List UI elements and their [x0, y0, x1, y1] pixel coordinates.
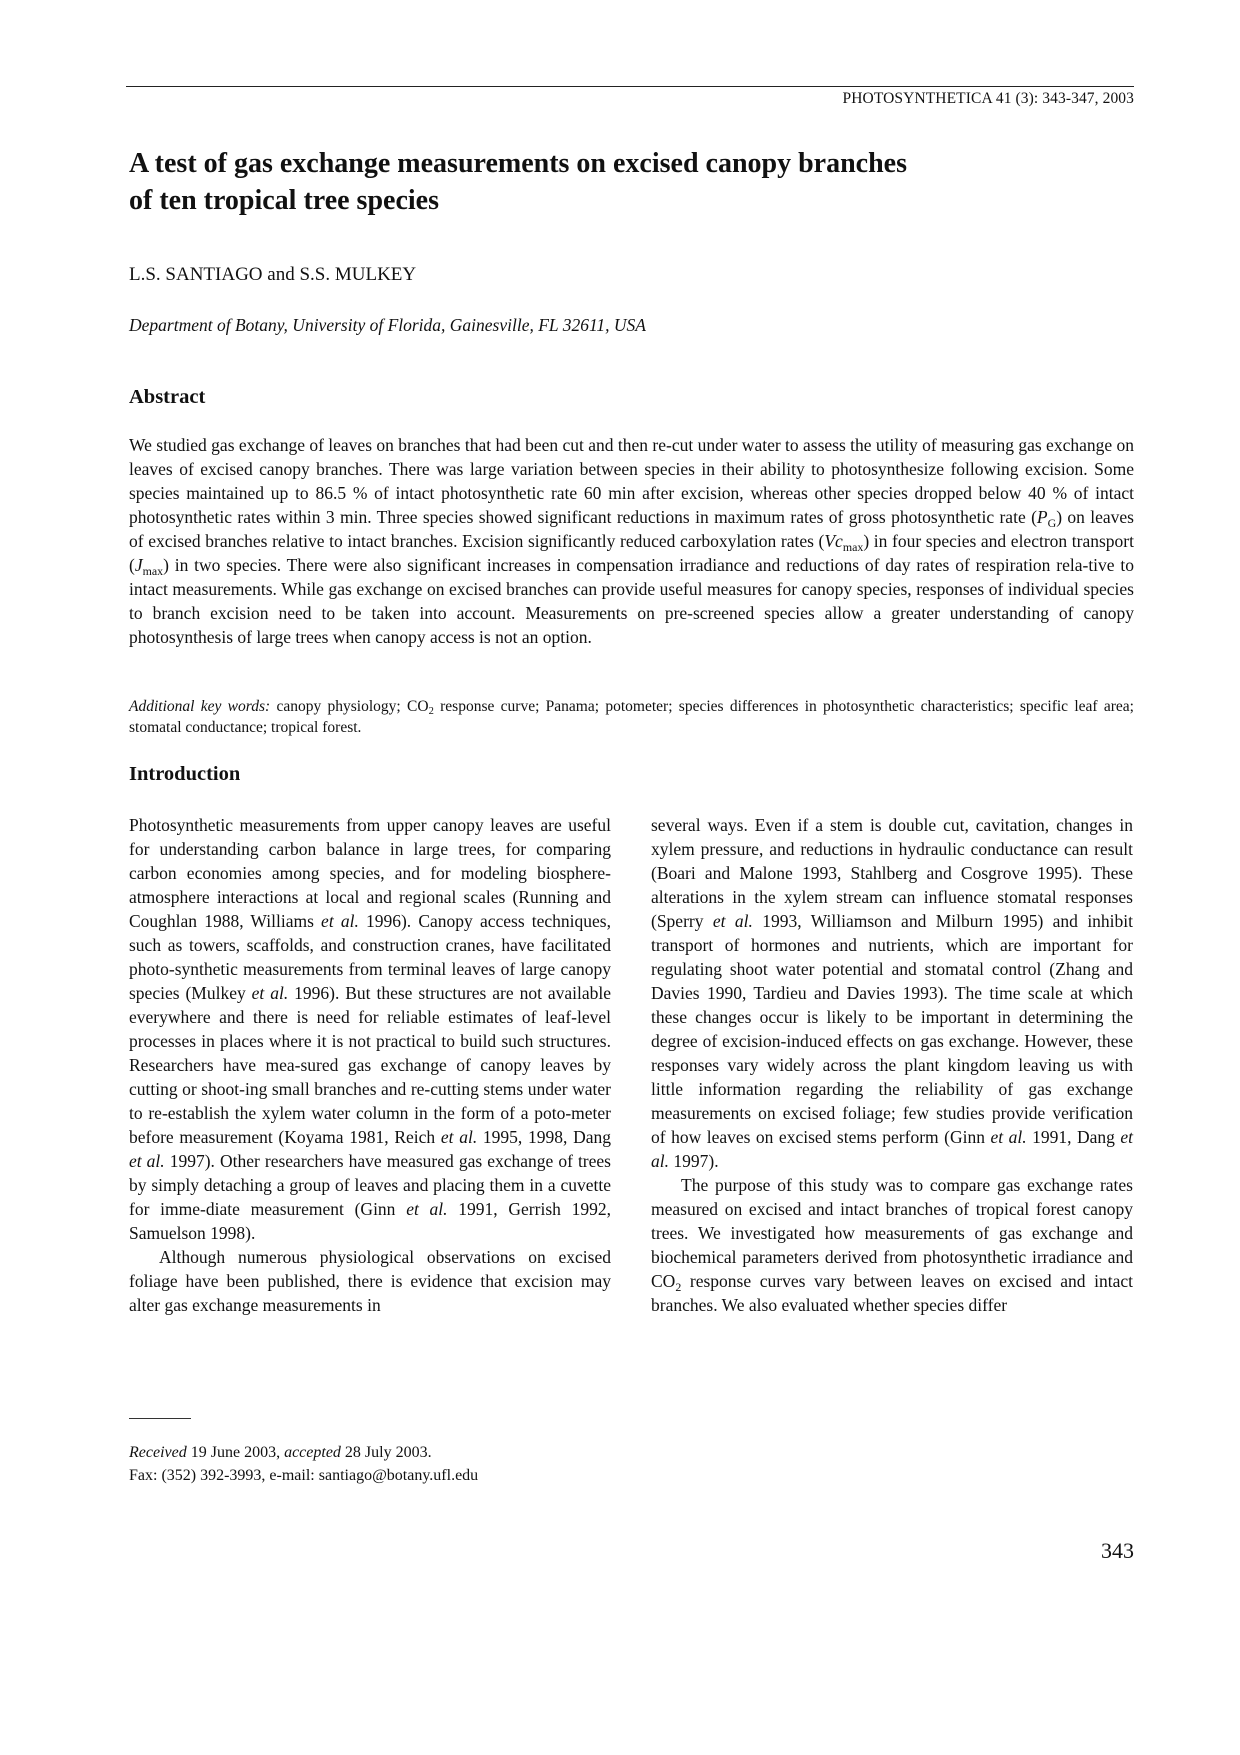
header-rule — [126, 86, 1134, 87]
et-al: et al. — [440, 1127, 478, 1147]
intro-paragraph-2-continued — [651, 813, 1133, 1173]
contact-line: Fax: (352) 392-3993, e-mail: santiago@botany.ufl.edu — [129, 1467, 479, 1484]
paragraph-text: several ways. Even if a stem is double cut, cavitation, changes in xylem pressure, and reductions in hydraulic conductance can result (Boari and Malone 1993, Stahlberg and Cosgrove 1995). These alterations in the xylem stream can influence stomatal responses (Sperry — [651, 815, 1133, 931]
accepted-date: 28 July 2003. — [340, 1444, 432, 1461]
et-al: et al. — [990, 1127, 1027, 1147]
paragraph-text: 1995, 1998, Dang — [477, 1127, 611, 1147]
paragraph-text: 1997). — [669, 1151, 719, 1171]
paragraph-text: 1996). But these structures are not available everywhere and there is need for reliable estimates of leaf-level processes in places where it is not practical to build such structures. Researchers have mea-sured gas exchange of canopy leaves by cutting or shoot-ing small branches and re-cutting stems under water to re-establish the xylem water column in the form of a poto-meter before measurement (Koyama 1981, Reich — [129, 983, 612, 1147]
symbol-vcmax-subscript: max — [842, 539, 864, 554]
footnote-rule — [129, 1418, 191, 1419]
abstract-text-part: ) in four species and electron transport ( — [129, 531, 1134, 575]
paragraph-text: 1996). Canopy access techniques, such as towers, scaffolds, and construction cranes, have facilitated photo-synthetic measurements from terminal leaves of large canopy species (Mulkey — [129, 911, 611, 1003]
received-date: 19 June 2003, — [186, 1444, 285, 1461]
affiliation: Department of Botany, University of Florida, Gainesville, FL 32611, USA — [129, 315, 647, 335]
paragraph-text: 1991, Dang — [1026, 1127, 1121, 1147]
footnotes — [129, 1441, 478, 1487]
et-al: et al. — [129, 1151, 165, 1171]
right-column — [651, 813, 1133, 1317]
article-title — [129, 145, 1029, 219]
received-label: Received — [129, 1444, 187, 1461]
paragraph-text: response curves vary between leaves on excised and intact branches. We also evaluated whether species differ — [651, 1271, 1133, 1315]
received-line — [129, 1441, 478, 1464]
abstract-text-part: ) on leaves of excised branches relative to intact branches. Excision significantly reduced carboxylation rates ( — [129, 507, 1134, 551]
paragraph-text: Photosynthetic measurements from upper canopy leaves are useful for understanding carbon balance in large trees, for comparing carbon economies among species, and for modeling biosphere-atmosphere interactions at local and regional scales (Running and Coughlan 1988, Williams — [129, 815, 611, 931]
paragraph-text: 1993, Williamson and Milburn 1995) and inhibit transport of hormones and nutrients, which are important for regulating shoot water potential and stomatal control (Zhang and Davies 1990, Tardieu and Davies 1993). The time scale at which these changes occur is likely to be important in determining the degree of excision-induced effects on gas exchange. However, these responses vary widely across the plant kingdom leaving us with little information regarding the reliability of gas exchange measurements on excised foliage; few studies provide verification of how leaves on excised stems perform (Ginn — [651, 911, 1134, 1147]
et-al: et al. — [406, 1199, 448, 1219]
title-line-2: of ten tropical tree species — [129, 185, 439, 216]
key-words-text: response curve; Panama; potometer; species differences in photosynthetic characteristics; specific leaf area; stomatal conductance; tropical forest. — [129, 698, 1134, 736]
et-al: et al. — [651, 1127, 1134, 1171]
key-words-subscript: 2 — [428, 706, 434, 718]
abstract-text-part: We studied gas exchange of leaves on branches that had been cut and then re-cut under water to assess the utility of measuring gas exchange on leaves of excised canopy branches. There was large variation between species in their ability to photosynthesize following excision. Some species maintained up to 86.5 % of intact photosynthetic rate 60 min after excision, whereas other species dropped below 40 % of intact photosynthetic rates within 3 min. Three species showed significant reductions in maximum rates of gross photosynthetic rate ( — [129, 435, 1134, 527]
introduction-heading: Introduction — [129, 763, 241, 785]
symbol-pg: P — [1036, 507, 1048, 527]
intro-paragraph-1 — [129, 813, 611, 1245]
left-column — [129, 813, 611, 1317]
accepted-label: accepted — [284, 1444, 341, 1461]
key-words-label: Additional key words: — [129, 698, 271, 715]
paragraph-text: 1997). Other researchers have measured gas exchange of trees by simply detaching a group of leaves and placing them in a cuvette for imme-diate measurement (Ginn — [129, 1151, 611, 1219]
symbol-jmax: J — [134, 555, 143, 575]
symbol-jmax-subscript: max — [142, 563, 164, 578]
title-line-1: A test of gas exchange measurements on excised canopy branches — [129, 148, 907, 179]
authors: L.S. SANTIAGO and S.S. MULKEY — [129, 264, 417, 285]
page-number: 343 — [1101, 1538, 1134, 1563]
intro-paragraph-3 — [651, 1173, 1133, 1317]
et-al: et al. — [251, 983, 289, 1003]
co2-subscript: 2 — [675, 1279, 682, 1294]
paragraph-text: 1991, Gerrish 1992, Samuelson 1998). — [129, 1199, 612, 1243]
et-al: et al. — [321, 911, 359, 931]
et-al: et al. — [712, 911, 753, 931]
abstract-text-part: ) in two species. There were also significant increases in compensation irradiance and reductions of day rates of respiration rela-tive to intact measurements. While gas exchange on excised branches can provide useful measures for canopy species, responses of individual species to branch excision need to be taken into account. Measurements on pre-screened species allow a greater understanding of canopy photosynthesis of large trees when canopy access is not an option. — [129, 555, 1134, 647]
key-words-text: canopy physiology; CO — [270, 698, 429, 715]
intro-paragraph-2: Although numerous physiological observations on excised foliage have been published, there is evidence that excision may alter gas exchange measurements in — [129, 1247, 611, 1315]
symbol-vcmax: Vc — [824, 531, 843, 551]
key-words — [129, 696, 1134, 738]
running-header: PHOTOSYNTHETICA 41 (3): 343-347, 2003 — [842, 90, 1134, 107]
symbol-pg-subscript: G — [1047, 515, 1057, 530]
abstract-heading: Abstract — [129, 386, 206, 408]
paragraph-text: The purpose of this study was to compare gas exchange rates measured on excised and intact branches of tropical forest canopy trees. We investigated how measurements of gas exchange and biochemical parameters derived from photosynthetic irradiance and CO — [651, 1175, 1133, 1291]
abstract-text — [129, 433, 1134, 649]
